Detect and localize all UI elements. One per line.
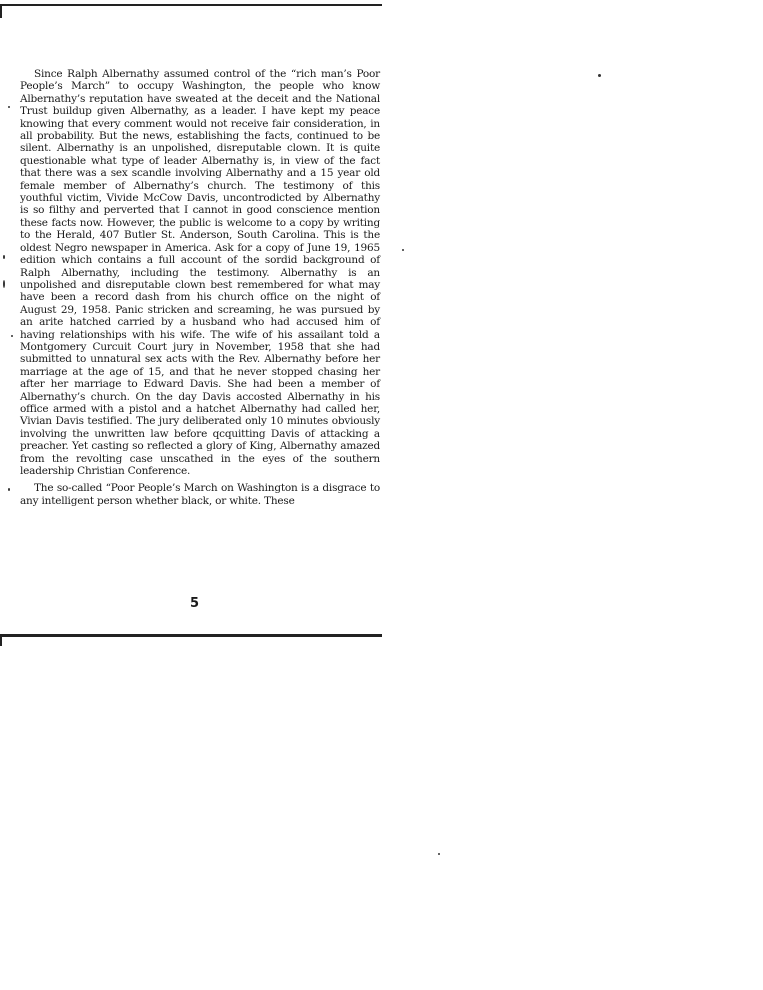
scan-speck bbox=[402, 249, 404, 251]
paragraph: Since Ralph Albernathy assumed control of the “rich man’s Poor People’s March” to occupy Washington, the people who know Albernathy’s reputation have sweated at the deceit and the National Trust buildup given Albernathy, as a leader. I have kept my peace knowing that every comment would not receive fair consideration, in all probability. But the news, establishing the facts, continued to be silent. Albernathy is an unpolished, disreputable clown. It is quite questionable what type of leader Albernathy is, in view of the fact that there was a sex scandle involving Albernathy and a 15 year old female member of Albernathy’s church. The testimony of this youthful victim, Vivide McCow Davis, uncontrodicted by Albernathy is so filthy and perverted that I cannot in good conscience mention these facts now. However, the public is welcome to a copy by writing to the Herald, 407 Butler St. Anderson, South Carolina. This is the oldest Negro newspaper in America. Ask for a copy of June 19, 1965 edition which contains a full account of the sordid background of Ralph Albernathy, including the testimony. Albernathy is an unpolished and disreputable clown best remembered for what may have been a record dash from his church office on the night of August 29, 1958. Panic stricken and screaming, he was pursued by an arite hatched carried by a husband who had accused him of having relationships with his wife. The wife of his assailant told a Montgomery Curcuit Court jury in November, 1958 that she had submitted to unnatural sex acts with the Rev. Albernathy before her marriage at the age of 15, and that he never stopped chasing her after her marriage to Edward Davis. She had been a member of Albernathy’s church. On the day Davis accosted Albernathy in his office armed with a pistol and a hatchet Albernathy had called her, Vivian Davis testified. The jury deliberated only 10 minutes obviously involving the unwritten law before qcquitting Davis of attacking a preacher. Yet casting so reflected a glory of King, Albernathy amazed from the revolting case unscathed in the eyes of the southern leadership Christian Conference. bbox=[20, 68, 380, 477]
scan-speck bbox=[438, 853, 440, 855]
scan-speck bbox=[11, 335, 13, 337]
bottom-corner-mark bbox=[0, 634, 2, 646]
scan-speck bbox=[598, 74, 601, 77]
page-number: 5 bbox=[190, 596, 200, 611]
paragraph: The so-called “Poor People’s March on Washington is a disgrace to any intelligent person whether black, or white. These bbox=[20, 482, 380, 507]
scan-speck bbox=[3, 255, 5, 259]
bottom-border-rule bbox=[0, 634, 382, 637]
scan-speck bbox=[3, 280, 5, 288]
page-body bbox=[20, 68, 380, 512]
top-corner-mark bbox=[0, 4, 2, 18]
top-border-rule bbox=[0, 4, 382, 6]
scan-speck bbox=[8, 488, 10, 491]
scan-speck bbox=[8, 106, 10, 108]
